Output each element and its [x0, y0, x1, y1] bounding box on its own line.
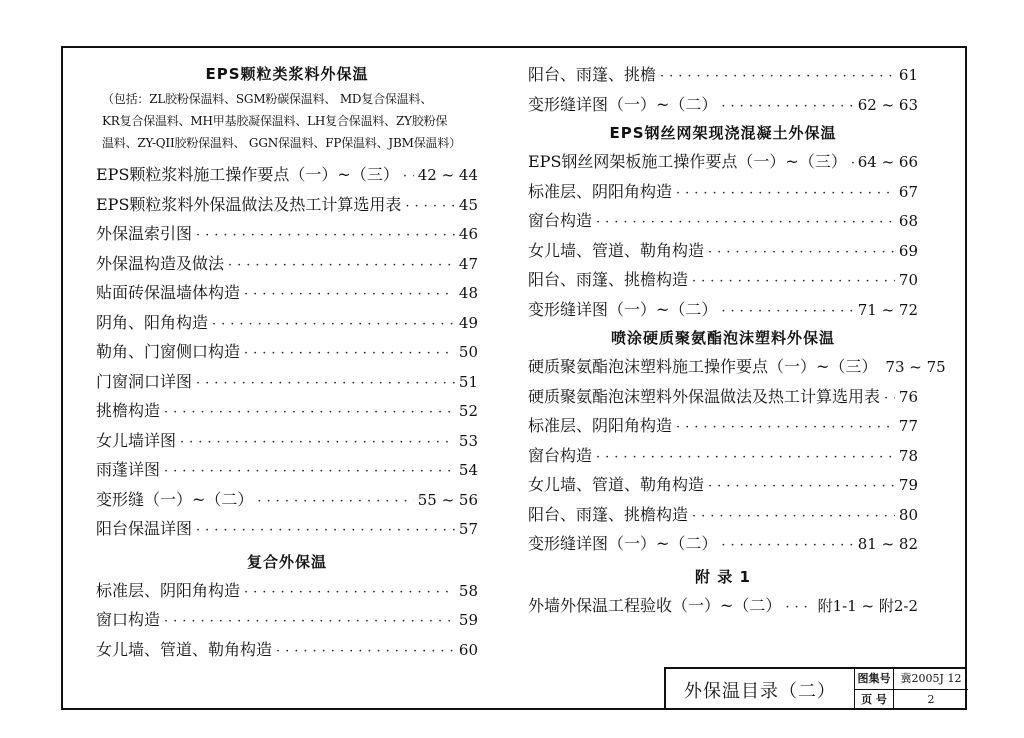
toc-entry-title: 标准层、阴阳角构造 [528, 181, 673, 201]
toc-entry-page: 73 ~ 75 [885, 358, 946, 376]
toc-list-appendix [528, 591, 918, 621]
toc-entry-title: 变形缝详图（一）~（二） [528, 94, 718, 114]
toc-entry-title: 阳台、雨篷、挑檐构造 [528, 504, 689, 524]
toc-entry-page: 64 ~ 66 [857, 153, 918, 171]
toc-entry-page: 69 [898, 241, 918, 260]
dot-leader [708, 472, 895, 502]
toc-entry[interactable] [528, 236, 918, 266]
section-title-eps-granule: EPS颗粒类浆料外保温 [205, 65, 369, 83]
dot-leader [884, 384, 895, 414]
toc-entry[interactable] [96, 396, 478, 426]
section-title-polyurethane: 喷涂硬质聚氨酯泡沫塑料外保温 [610, 329, 835, 347]
toc-right-column [528, 60, 946, 620]
note-line: KR复合保温料、MH甲基胶凝保温料、LH复合保温料、ZY胶粉保 [102, 114, 448, 128]
toc-entry-title: 阳台、雨篷、挑檐构造 [528, 270, 689, 289]
page-number-label: 页 号 [855, 690, 894, 710]
atlas-number-label: 图集号 [855, 669, 894, 689]
toc-entry-page: 49 [458, 313, 478, 332]
toc-entry-page: 61 [898, 66, 918, 84]
dot-leader [721, 92, 853, 122]
toc-entry[interactable] [96, 426, 478, 456]
toc-entry[interactable] [528, 529, 918, 559]
toc-entry-page: 71 ~ 72 [857, 300, 918, 319]
toc-entry-title: 阴角、阳角构造 [96, 312, 209, 332]
toc-entry-title: 标准层、阴阳角构造 [96, 580, 241, 600]
page-number-row [855, 689, 968, 710]
toc-entry-title: 外保温构造及做法 [96, 253, 225, 273]
toc-entry-page: 77 [898, 417, 918, 435]
toc-entry-title: 外保温索引图 [96, 224, 193, 243]
section-title-composite: 复合外保温 [246, 552, 327, 571]
dot-leader [257, 487, 413, 517]
dot-leader [403, 162, 414, 192]
dot-leader [721, 531, 853, 561]
dot-leader [244, 280, 455, 310]
section-title-eps-wire-mesh: EPS钢丝网架现浇混凝土外保温 [609, 124, 837, 142]
toc-list-eps-granule [96, 160, 478, 544]
toc-entry-title: 门窗洞口详图 [96, 371, 193, 391]
toc-entry[interactable] [528, 441, 918, 471]
toc-entry[interactable] [528, 470, 918, 500]
toc-entry-page: 附1-1 ~ 附2-2 [817, 596, 918, 615]
atlas-number-row [855, 669, 968, 689]
toc-entry-title: 阳台、雨篷、挑檐 [528, 65, 657, 84]
dot-leader [596, 208, 895, 238]
toc-entry-page: 60 [458, 640, 478, 659]
toc-entry-page: 53 [458, 431, 478, 450]
toc-list-eps-wire-mesh [528, 147, 918, 324]
dot-leader [676, 413, 895, 443]
toc-left-column [96, 60, 478, 664]
toc-entry-page: 78 [898, 446, 918, 465]
dot-leader [596, 443, 895, 473]
dot-leader [708, 238, 895, 268]
toc-entry[interactable] [96, 605, 478, 635]
toc-entry-page: 54 [458, 461, 478, 479]
toc-entry[interactable] [528, 177, 918, 207]
toc-entry-title: EPS颗粒浆料外保温做法及热工计算选用表 [96, 194, 402, 214]
toc-list-polyurethane [528, 352, 946, 559]
toc-entry-page: 76 [898, 387, 918, 406]
toc-entry-page: 79 [898, 476, 918, 494]
dot-leader [244, 339, 455, 369]
toc-entry-page: 59 [458, 611, 478, 629]
toc-entry-page: 67 [898, 182, 918, 201]
title-block-cells [854, 669, 968, 710]
toc-entry-page: 81 ~ 82 [857, 535, 918, 553]
toc-entry-title: 女儿墙详图 [96, 430, 177, 450]
toc-entry-title: 挑檐构造 [96, 401, 161, 420]
dot-leader [180, 428, 455, 458]
dot-leader [244, 578, 455, 608]
toc-entry[interactable] [96, 337, 478, 367]
toc-entry[interactable] [96, 160, 478, 190]
note-line: 温料、ZY-QII胶粉保温料、 GGN保温料、FP保温料、JBM保温料） [102, 136, 461, 150]
toc-entry[interactable] [528, 265, 918, 295]
dot-leader [405, 192, 454, 222]
toc-entry[interactable] [96, 190, 478, 220]
dot-leader [721, 297, 853, 327]
dot-leader [164, 607, 455, 637]
toc-entry-page: 62 ~ 63 [857, 95, 918, 114]
section-note [96, 88, 478, 154]
toc-entry-title: 外墙外保温工程验收（一）~（二） [528, 595, 782, 615]
toc-entry-page: 80 [898, 505, 918, 524]
toc-entry-title: 变形缝详图（一）~（二） [528, 534, 718, 553]
toc-entry-page: 47 [458, 254, 478, 273]
dot-leader [276, 637, 455, 667]
toc-entry[interactable] [528, 60, 918, 90]
dot-leader [196, 369, 455, 399]
toc-entry[interactable] [528, 147, 918, 177]
toc-entry-title: 窗口构造 [96, 610, 161, 629]
dot-leader [164, 457, 455, 487]
toc-entry-page: 46 [458, 225, 478, 243]
toc-entry-title: EPS钢丝网架板施工操作要点（一）~（三） [528, 152, 847, 171]
toc-entry[interactable] [96, 485, 478, 515]
atlas-number-value: 冀2005J 12 [900, 672, 962, 685]
toc-entry[interactable] [96, 278, 478, 308]
toc-entry-title: 变形缝详图（一）~（二） [528, 299, 718, 319]
dot-leader [851, 149, 854, 179]
toc-entry-page: 70 [898, 271, 918, 289]
toc-entry[interactable] [528, 206, 918, 236]
toc-entry-page: 48 [458, 284, 478, 302]
toc-entry-page: 57 [458, 520, 478, 538]
toc-entry-page: 55 ~ 56 [417, 490, 478, 509]
dot-leader [212, 310, 455, 340]
toc-entry[interactable] [96, 635, 478, 665]
toc-entry[interactable] [96, 576, 478, 606]
dot-leader [676, 179, 895, 209]
title-block [664, 667, 967, 710]
toc-entry-title: 女儿墙、管道、勒角构造 [528, 475, 705, 494]
toc-entry-title: 硬质聚氨酯泡沫塑料外保温做法及热工计算选用表 [528, 386, 881, 406]
dot-leader [660, 62, 895, 92]
page-number-value: 2 [927, 693, 935, 706]
toc-entry[interactable] [96, 514, 478, 544]
toc-entry-title: 阳台保温详图 [96, 519, 193, 538]
toc-entry-page: 51 [458, 372, 478, 391]
toc-list-continued [528, 60, 918, 119]
toc-entry-title: 标准层、阴阳角构造 [528, 416, 673, 435]
toc-entry[interactable] [96, 455, 478, 485]
toc-entry-title: 雨蓬详图 [96, 460, 161, 479]
note-line: （包括：ZL胶粉保温料、SGM粉碳保温料、 MD复合保温料、 [102, 92, 433, 106]
toc-entry-page: 52 [458, 402, 478, 420]
dot-leader [196, 516, 455, 546]
toc-entry-title: 女儿墙、管道、勒角构造 [528, 240, 705, 260]
dot-leader [692, 502, 895, 532]
toc-entry-page: 58 [458, 581, 478, 600]
toc-entry-title: 硬质聚氨酯泡沫塑料施工操作要点（一）~（三） [528, 357, 878, 376]
dot-leader [692, 267, 895, 297]
section-title-appendix: 附 录 1 [695, 567, 751, 586]
toc-entry-title: 窗台构造 [528, 445, 593, 465]
toc-entry-title: EPS颗粒浆料施工操作要点（一）~（三） [96, 165, 399, 184]
toc-list-composite [96, 576, 478, 665]
toc-entry-title: 变形缝（一）~（二） [96, 489, 254, 509]
toc-entry-title: 女儿墙、管道、勒角构造 [96, 639, 273, 659]
toc-entry[interactable] [96, 219, 478, 249]
toc-entry[interactable] [528, 295, 918, 325]
dot-leader [164, 398, 455, 428]
toc-entry[interactable] [528, 90, 918, 120]
toc-entry[interactable] [96, 308, 478, 338]
toc-entry[interactable] [528, 591, 918, 621]
toc-entry[interactable] [528, 411, 918, 441]
toc-entry-page: 45 [458, 195, 478, 214]
toc-entry-page: 42 ~ 44 [417, 166, 478, 184]
toc-entry[interactable] [528, 352, 946, 382]
toc-entry-title: 窗台构造 [528, 211, 593, 230]
dot-leader [196, 221, 455, 251]
dot-leader [228, 251, 455, 281]
toc-entry-page: 68 [898, 212, 918, 230]
dot-leader [785, 593, 813, 623]
toc-entry-title: 勒角、门窗侧口构造 [96, 342, 241, 361]
toc-entry-page: 50 [458, 343, 478, 361]
toc-entry[interactable] [96, 367, 478, 397]
toc-entry[interactable] [96, 249, 478, 279]
toc-entry[interactable] [528, 382, 918, 412]
toc-entry[interactable] [528, 500, 918, 530]
toc-entry-title: 贴面砖保温墙体构造 [96, 283, 241, 302]
drawing-title: 外保温目录（二） [684, 680, 836, 702]
